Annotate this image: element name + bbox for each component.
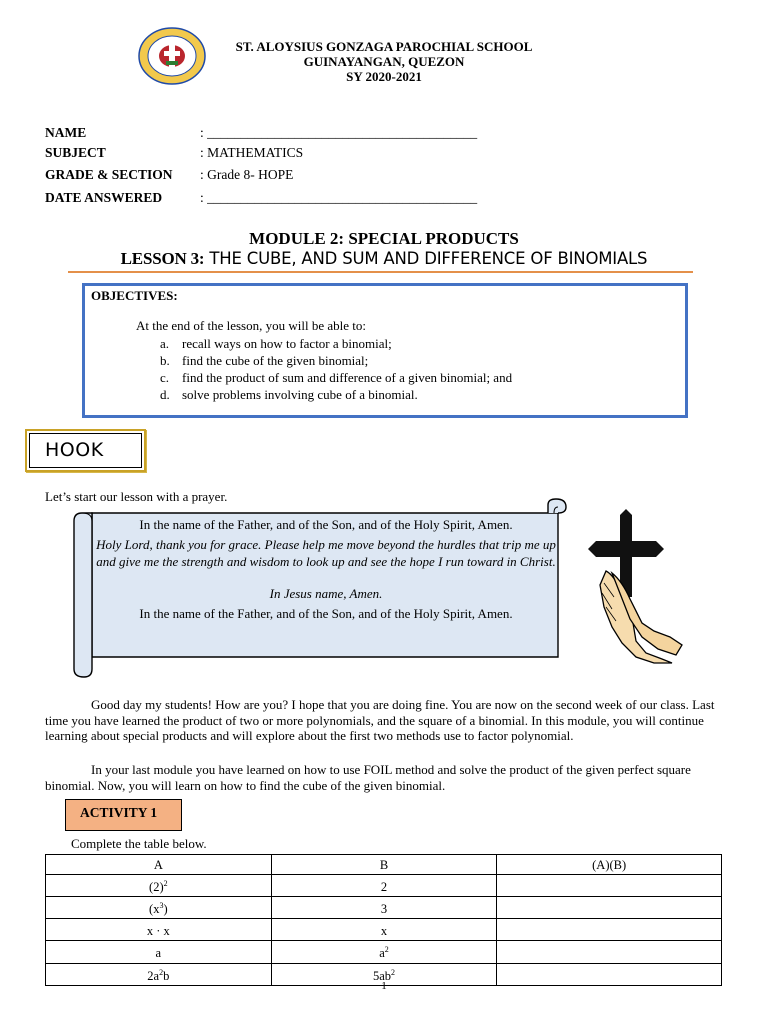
- column-header: A: [46, 855, 272, 875]
- objective-item: [160, 369, 512, 386]
- activity-instruction: Complete the table below.: [71, 836, 207, 851]
- grade-section-label: GRADE & SECTION: [45, 167, 173, 182]
- school-location: GUINAYANGAN, QUEZON: [303, 54, 465, 69]
- lesson-name: THE CUBE, AND SUM AND DIFFERENCE OF BINOMIALS: [204, 249, 648, 268]
- objectives-intro: At the end of the lesson, you will be able to:: [136, 318, 366, 333]
- cell-a-base: 2a: [147, 968, 160, 983]
- objective-text: solve problems involving cube of a binomial.: [182, 387, 418, 402]
- prayer-sign-of-cross: In the name of the Father, and of the Son, and of the Holy Spirit, Amen.: [139, 606, 513, 621]
- answer-cell[interactable]: [497, 897, 722, 919]
- cell-a-tail: ): [163, 902, 168, 917]
- subject-label: SUBJECT: [45, 145, 106, 160]
- praying-hands-icon: [592, 567, 686, 665]
- cell-a: [46, 875, 272, 897]
- cell-b: [271, 897, 497, 919]
- cell-a-tail: b: [163, 968, 170, 983]
- cell-b: [271, 875, 497, 897]
- cell-b-base: a: [379, 946, 385, 961]
- cell-b-base: 3: [380, 902, 388, 917]
- intro-paragraph: Good day my students! How are you? I hope that you are doing fine. You are now on the second week of our class. Last time you have learned the product of two or more polynomials, and the square of a binomial. In this module, you will continue learning about special products and will explore about the first two methods use to factor polynomial.: [45, 697, 715, 743]
- objective-item: [160, 335, 512, 352]
- cell-a-exponent: 2: [159, 967, 164, 977]
- objective-text: find the cube of the given binomial;: [182, 353, 369, 368]
- cell-b-base: 2: [380, 880, 388, 895]
- table-row: [46, 941, 722, 963]
- page-number: 1: [381, 980, 387, 992]
- school-name: ST. ALOYSIUS GONZAGA PAROCHIAL SCHOOL: [235, 39, 533, 54]
- cell-b: [271, 941, 497, 963]
- cell-a-exponent: 2: [163, 879, 168, 888]
- cell-a: [46, 941, 272, 963]
- cell-b-exponent: 2: [391, 967, 396, 977]
- table-row: [46, 919, 722, 941]
- table-row: [46, 897, 722, 919]
- cell-a-base: a: [155, 946, 162, 961]
- activity-title: ACTIVITY 1: [80, 805, 158, 820]
- objective-letter: c.: [160, 370, 170, 385]
- cell-a-base: (x: [149, 902, 160, 917]
- name-field[interactable]: : ________________________________________: [200, 125, 478, 140]
- cell-b-base: 5ab: [372, 968, 392, 983]
- objective-letter: a.: [160, 336, 170, 351]
- answer-cell[interactable]: [497, 919, 722, 941]
- school-year: SY 2020-2021: [346, 69, 422, 84]
- table-row: [46, 875, 722, 897]
- lesson-divider: [68, 271, 693, 273]
- cell-a: [46, 919, 272, 941]
- date-answered-label: DATE ANSWERED: [45, 190, 163, 205]
- hook-heading: HOOK: [45, 439, 104, 461]
- cell-a: [46, 897, 272, 919]
- answer-cell[interactable]: [497, 941, 722, 963]
- objective-text: recall ways on how to factor a binomial;: [182, 336, 392, 351]
- cell-a-base: (2): [149, 880, 164, 895]
- objective-text: find the product of sum and difference of a given binomial; and: [182, 370, 513, 385]
- objective-item: [160, 386, 512, 403]
- grade-section-value: : Grade 8- HOPE: [200, 167, 294, 182]
- date-answered-field[interactable]: : ________________________________________: [200, 190, 478, 205]
- column-header: B: [271, 855, 497, 875]
- lesson-title: [0, 249, 768, 269]
- objective-item: [160, 352, 512, 369]
- cell-a-exponent: 3: [159, 901, 164, 911]
- prayer-intro: Let’s start our lesson with a prayer.: [45, 489, 228, 504]
- name-label: NAME: [45, 125, 87, 140]
- module-title: MODULE 2: SPECIAL PRODUCTS: [249, 229, 519, 248]
- cell-b-base: x: [380, 924, 388, 939]
- prayer-body: Holy Lord, thank you for grace. Please help me move beyond the hurdles that trip me up and give me the strength and wisdom to look up and see the hope I run toward in Christ.: [96, 537, 556, 569]
- recap-paragraph: In your last module you have learned on how to use FOIL method and solve the product of the given perfect square binomial. Now, you will learn on how to find the cube of the given binomial.: [45, 762, 691, 793]
- objectives-title: OBJECTIVES:: [91, 288, 178, 303]
- lesson-number: LESSON 3:: [120, 249, 205, 268]
- prayer-closing: In Jesus name, Amen.: [269, 586, 383, 601]
- prayer-opening: In the name of the Father, and of the Son, and of the Holy Spirit, Amen.: [139, 517, 513, 532]
- cell-a-base: x · x: [146, 924, 170, 939]
- objective-letter: d.: [160, 387, 170, 402]
- column-header: (A)(B): [497, 855, 722, 875]
- cell-b-exponent: 2: [384, 945, 389, 955]
- objective-letter: b.: [160, 353, 170, 368]
- answer-cell[interactable]: [497, 875, 722, 897]
- table-header-row: [46, 855, 722, 875]
- activity-table: [45, 854, 722, 986]
- subject-value: : MATHEMATICS: [200, 145, 304, 160]
- objectives-list: [160, 335, 512, 403]
- cell-b: [271, 919, 497, 941]
